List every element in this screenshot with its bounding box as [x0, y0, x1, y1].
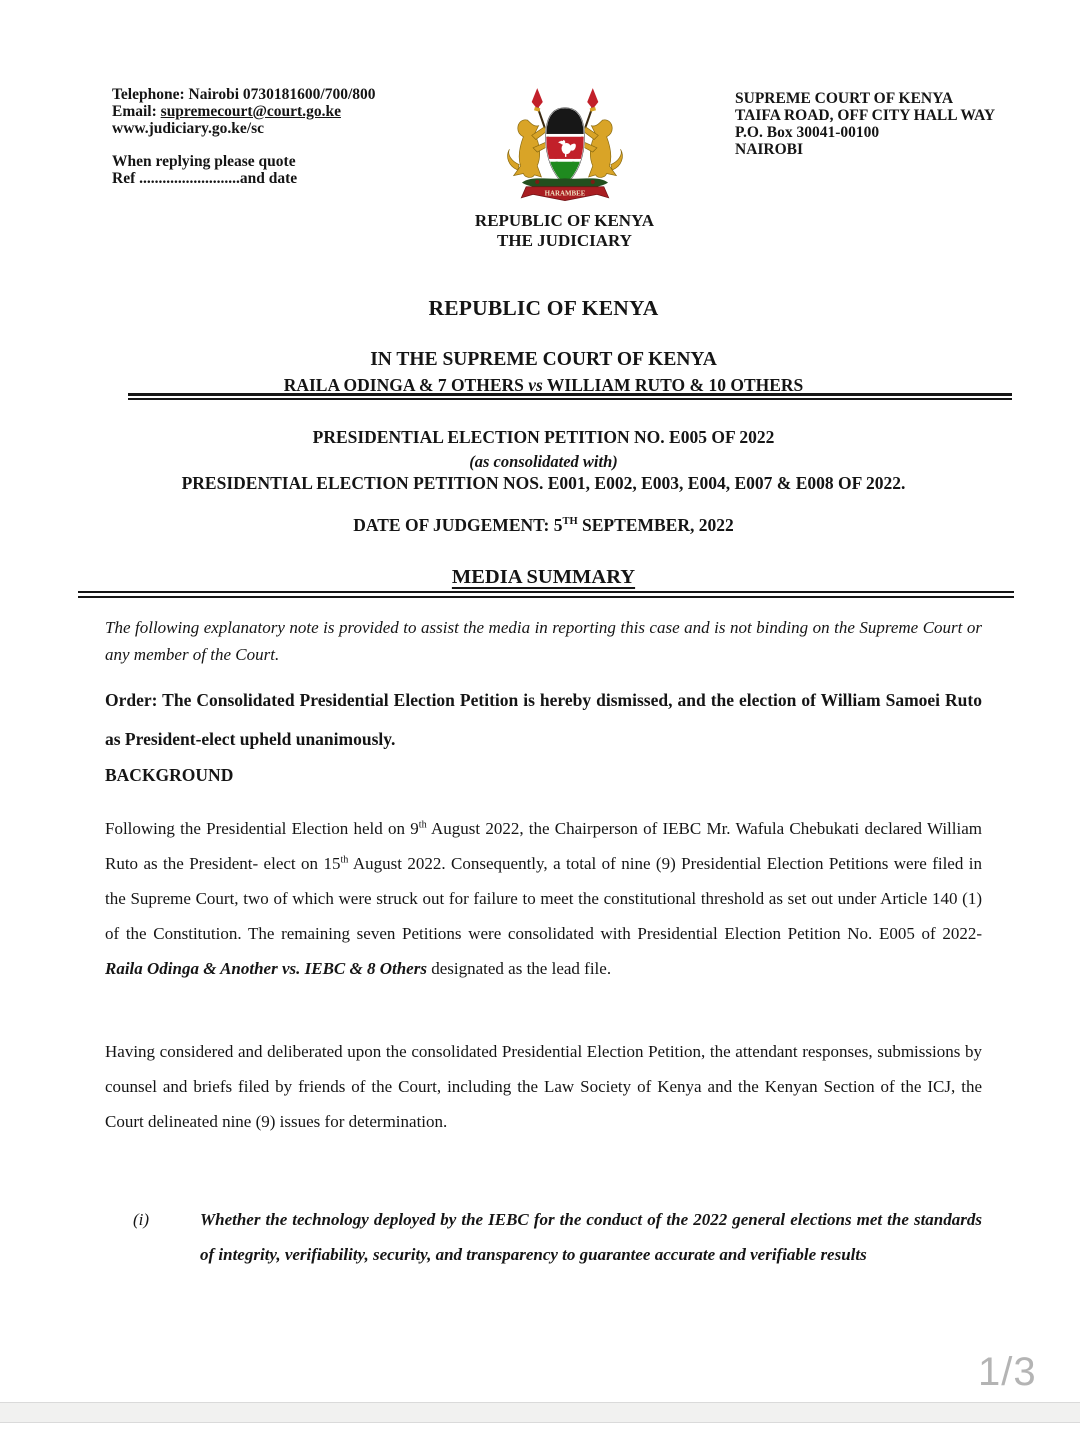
- background-paragraph-1: [105, 811, 982, 986]
- email-label: Email:: [112, 103, 161, 120]
- letterhead-address-block: [735, 90, 1035, 158]
- address-line4: NAIROBI: [735, 141, 804, 158]
- petition-numbers-consolidated-line: PRESIDENTIAL ELECTION PETITION NOS. E001, E002, E003, E004, E007 & E008 OF 2022.: [181, 473, 906, 493]
- quote-instruction-line2: Ref ..........................and date: [112, 170, 298, 187]
- document-title: REPUBLIC OF KENYA: [428, 296, 659, 320]
- para1-ordinal-2: th: [340, 854, 349, 866]
- viewer-bottom-bar: [0, 1402, 1080, 1423]
- letterhead-contact-block: [112, 86, 442, 187]
- issue-item-1: [105, 1202, 982, 1272]
- lion-left-icon: [507, 120, 547, 178]
- background-heading: BACKGROUND: [105, 765, 234, 785]
- para1-text-4: designated as the lead file.: [426, 959, 612, 978]
- email-address: supremecourt@court.go.ke: [160, 103, 341, 120]
- issue-text: Whether the technology deployed by the IEBC for the conduct of the 2022 general elections met the standards of integrity, verifiability, security, and transparency to guarantee accurate and verifiable results: [200, 1210, 982, 1264]
- lead-case-name: Raila Odinga & Another vs. IEBC & 8 Others: [105, 959, 427, 978]
- issue-number: (i): [133, 1210, 150, 1229]
- lion-right-icon: [582, 120, 622, 178]
- address-line3: P.O. Box 30041-00100: [735, 124, 880, 141]
- harambee-ribbon-icon: [521, 187, 608, 201]
- court-heading: IN THE SUPREME COURT OF KENYA: [370, 349, 717, 370]
- page-indicator: 1/3: [978, 1350, 1037, 1394]
- emblem-caption-line2: THE JUDICIARY: [497, 231, 632, 250]
- parties-vs: vs: [528, 375, 543, 395]
- para1-text: Following the Presidential Election held on 9: [105, 819, 419, 838]
- letterhead-telephone: Telephone: Nairobi 0730181600/700/800: [112, 86, 376, 103]
- background-paragraph-2: Having considered and deliberated upon the consolidated Presidential Election Petition, the attendant responses, submissions by counsel and briefs filed by friends of the Court, including the Law Society of Kenya and the Kenyan Section of the ICJ, the Court delineated nine (9) issues for determination.: [105, 1042, 982, 1131]
- spacer: [112, 137, 442, 153]
- date-text-rest: SEPTEMBER, 2022: [577, 515, 734, 535]
- consolidated-with-line: (as consolidated with): [469, 452, 618, 471]
- address-line2: TAIFA ROAD, OFF CITY HALL WAY: [735, 107, 996, 124]
- emblem-block: [452, 84, 677, 251]
- judgement-date-line: [105, 515, 982, 536]
- date-text: DATE OF JUDGEMENT: 5: [353, 515, 563, 535]
- kenya-coat-of-arms-icon: [480, 84, 650, 202]
- parties-respondents: WILLIAM RUTO & 10 OTHERS: [542, 375, 804, 395]
- emblem-motto: HARAMBEE: [544, 189, 585, 198]
- petition-number-line: PRESIDENTIAL ELECTION PETITION NO. E005 OF 2022: [312, 427, 775, 447]
- address-line1: SUPREME COURT OF KENYA: [735, 90, 954, 107]
- quote-instruction-line1: When replying please quote: [112, 153, 296, 170]
- explanatory-note: The following explanatory note is provided to assist the media in reporting this case and is not binding on the Supreme Court or any member of the Court.: [105, 618, 982, 664]
- shield-icon: [544, 105, 586, 187]
- para1-ordinal-1: th: [418, 819, 427, 831]
- emblem-caption-line1: REPUBLIC OF KENYA: [474, 211, 655, 230]
- para1-text-2: August 2022, the Chairperson of IEBC Mr. Wafula Chebukati declared William Ruto as the President- elect on 15: [105, 819, 982, 873]
- date-ordinal-suffix: TH: [562, 516, 578, 528]
- parties-petitioners: RAILA ODINGA & 7 OTHERS: [283, 375, 529, 395]
- letterhead-email-line: [112, 103, 442, 120]
- para1-text-3: August 2022. Consequently, a total of nine (9) Presidential Election Petitions were filed in the Supreme Court, two of which were struck out for failure to meet the constitutional threshold as set out under Article 140 (1) of the Constitution. The remaining seven Petitions were consolidated with Presidential Election Petition No. E005 of 2022-: [105, 854, 982, 943]
- divider-rule-media-summary: [78, 591, 1014, 598]
- divider-rule-top: [128, 393, 1012, 400]
- order-paragraph: Order: The Consolidated Presidential Election Petition is hereby dismissed, and the election of William Samoei Ruto as President-elect upheld unanimously.: [105, 690, 982, 749]
- media-summary-heading: MEDIA SUMMARY: [451, 566, 636, 588]
- letterhead-website: www.judiciary.go.ke/sc: [112, 120, 264, 137]
